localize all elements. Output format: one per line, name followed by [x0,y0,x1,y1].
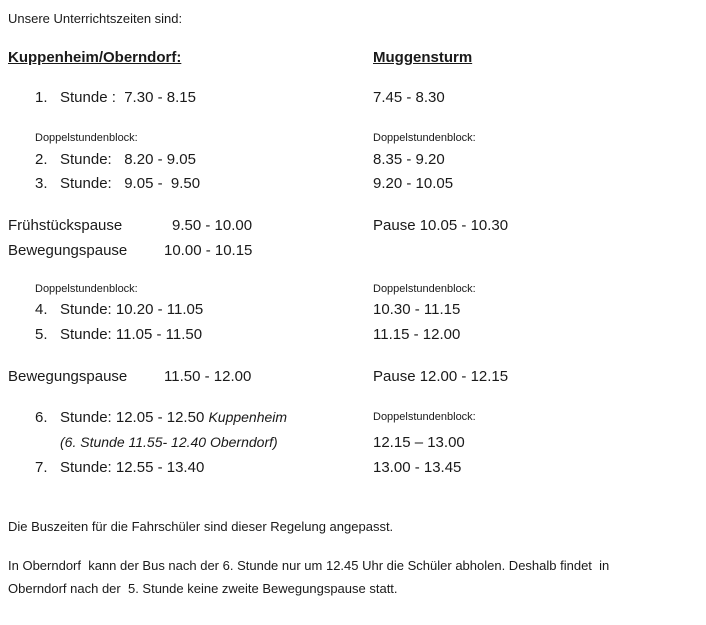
row3-kuppenheim-time: Stunde: 9.05 - 9.50 [60,175,201,192]
row6-number: 6. [35,409,48,426]
bewegungspause1-label: Bewegungspause [8,242,128,259]
row2-muggensturm-time: 8.35 - 9.20 [373,151,445,168]
intro-text: Unsere Unterrichtszeiten sind: [8,11,183,26]
bewegungspause2-label: Bewegungspause [8,368,128,385]
row6-place: Kuppenheim [208,409,288,425]
row3-number: 3. [35,175,48,192]
pause1-muggensturm: Pause 10.05 - 10.30 [373,217,509,234]
row1-number: 1. [35,89,48,106]
block3-label-right: Doppelstundenblock: [373,411,476,423]
row4-number: 4. [35,301,48,318]
row6-muggensturm-time: 12.15 – 13.00 [373,434,465,451]
row1-muggensturm-time: 7.45 - 8.30 [373,89,445,106]
row7-muggensturm-time: 13.00 - 13.45 [373,459,462,476]
block2-label-right: Doppelstundenblock: [373,283,476,295]
row3-muggensturm-time: 9.20 - 10.05 [373,175,454,192]
row1-kuppenheim-time: Stunde : 7.30 - 8.15 [60,89,196,106]
heading-muggensturm: Muggensturm [373,49,473,66]
oberndorf-note-line2: Oberndorf nach der 5. Stunde keine zweite Bewegungspause statt. [8,581,398,596]
row6-oberndorf-note: (6. Stunde 11.55- 12.40 Oberndorf) [60,434,278,450]
row5-muggensturm-time: 11.15 - 12.00 [373,326,461,343]
row2-kuppenheim-time: Stunde: 8.20 - 9.05 [60,151,196,168]
row4-muggensturm-time: 10.30 - 11.15 [373,301,461,318]
fruehstueckspause-label: Frühstückspause [8,217,123,234]
row7-kuppenheim-time: Stunde: 12.55 - 13.40 [60,459,205,476]
row5-kuppenheim-time: Stunde: 11.05 - 11.50 [60,326,203,343]
oberndorf-note-line1: In Oberndorf kann der Bus nach der 6. Stunde nur um 12.45 Uhr die Schüler abholen. Deshalb findet in [8,558,610,573]
fruehstueckspause-time: 9.50 - 10.00 [172,217,253,234]
bewegungspause2-time: 11.50 - 12.00 [164,368,252,385]
bewegungspause1-time: 10.00 - 10.15 [164,242,253,259]
row2-number: 2. [35,151,48,168]
heading-kuppenheim-oberndorf: Kuppenheim/Oberndorf: [8,49,182,66]
row6-time-text: Stunde: 12.05 - 12.50 [60,409,209,426]
block1-label-right: Doppelstundenblock: [373,132,476,144]
pause2-muggensturm: Pause 12.00 - 12.15 [373,368,509,385]
row4-kuppenheim-time: Stunde: 10.20 - 11.05 [60,301,204,318]
row6-kuppenheim-time [60,410,287,425]
bus-note: Die Buszeiten für die Fahrschüler sind dieser Regelung angepasst. [8,519,394,534]
row7-number: 7. [35,459,48,476]
block1-label-left: Doppelstundenblock: [35,132,138,144]
block2-label-left: Doppelstundenblock: [35,283,138,295]
row5-number: 5. [35,326,48,343]
